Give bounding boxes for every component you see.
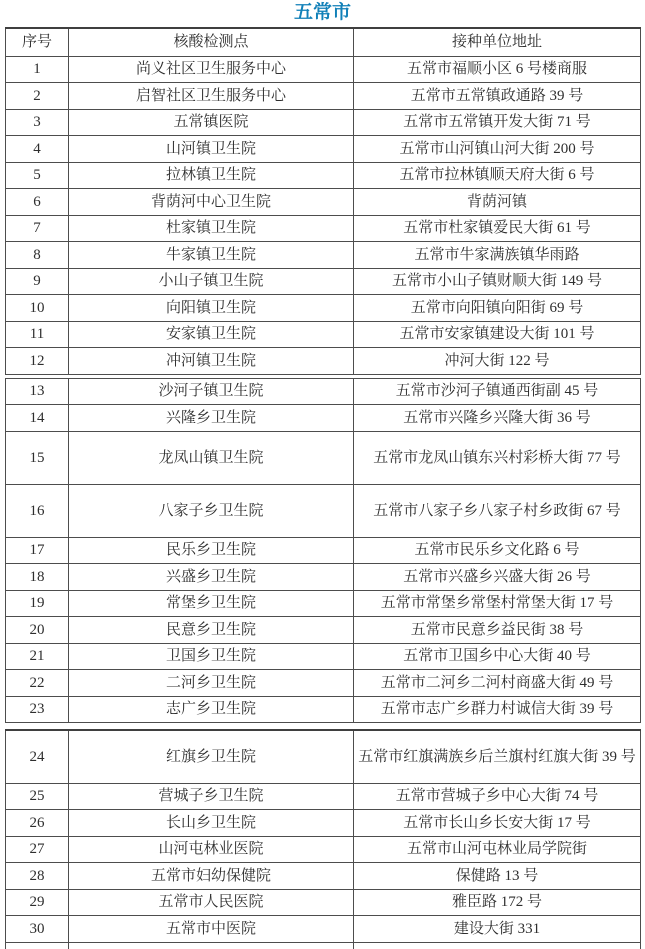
address-cell: 五常市向阳镇向阳街 69 号 [354, 295, 641, 322]
address-cell: 五常市营城子乡中心大街 74 号 [354, 783, 641, 810]
testing-point-cell: 沙河子镇卫生院 [69, 378, 354, 405]
testing-point-cell: 杜家镇卫生院 [69, 215, 354, 242]
address-cell: 五常市安家镇建设大街 101 号 [354, 321, 641, 348]
address-cell: 五常市五常镇开发大街 71 号 [354, 109, 641, 136]
testing-point-cell: 八家子乡卫生院 [69, 484, 354, 537]
row-number-cell: 5 [6, 162, 69, 189]
testing-sites-table-section-1 [5, 27, 641, 375]
testing-point-cell: 向阳镇卫生院 [69, 295, 354, 322]
testing-point-cell: 营城子乡卫生院 [69, 783, 354, 810]
header-col-address: 接种单位地址 [354, 28, 641, 56]
address-cell: 五常市常堡乡常堡村常堡大街 17 号 [354, 590, 641, 617]
row-number-cell: 29 [6, 889, 69, 916]
testing-point-cell: 冲河镇卫生院 [69, 348, 354, 375]
table-row [6, 215, 641, 242]
row-number-cell: 19 [6, 590, 69, 617]
table-row [6, 378, 641, 405]
testing-point-cell: 小山子镇卫生院 [69, 268, 354, 295]
row-number-cell: 9 [6, 268, 69, 295]
table-row [6, 405, 641, 432]
testing-point-cell: 拉林镇卫生院 [69, 162, 354, 189]
testing-point-cell: 兴隆乡卫生院 [69, 405, 354, 432]
row-number-cell: 27 [6, 836, 69, 863]
header-col-serial-number: 序号 [6, 28, 69, 56]
address-cell: 五常市山河屯林业局学院街 [354, 836, 641, 863]
testing-point-cell-empty [69, 942, 354, 949]
table-row [6, 162, 641, 189]
testing-point-cell: 五常市妇幼保健院 [69, 863, 354, 890]
address-cell: 五常市小山子镇财顺大街 149 号 [354, 268, 641, 295]
row-number-cell: 6 [6, 189, 69, 216]
row-number-cell: 28 [6, 863, 69, 890]
row-number-cell: 10 [6, 295, 69, 322]
address-cell: 五常市民乐乡文化路 6 号 [354, 537, 641, 564]
address-cell: 五常市龙凤山镇东兴村彩桥大街 77 号 [354, 431, 641, 484]
row-number-cell: 1 [6, 56, 69, 83]
testing-point-cell: 常堡乡卫生院 [69, 590, 354, 617]
address-cell: 五常市兴隆乡兴隆大街 36 号 [354, 405, 641, 432]
testing-point-cell: 背荫河中心卫生院 [69, 189, 354, 216]
row-number-cell: 24 [6, 730, 69, 783]
page-title: 五常市 [293, 2, 351, 23]
row-number-cell: 3 [6, 109, 69, 136]
table-row [6, 836, 641, 863]
address-cell: 五常市拉林镇顺天府大街 6 号 [354, 162, 641, 189]
row-number-cell: 2 [6, 83, 69, 110]
address-cell: 五常市二河乡二河村商盛大街 49 号 [354, 670, 641, 697]
address-cell: 五常市红旗满族乡后兰旗村红旗大街 39 号 [354, 730, 641, 783]
row-number-cell: 8 [6, 242, 69, 269]
table-body-section-2 [6, 378, 641, 723]
address-cell: 冲河大街 122 号 [354, 348, 641, 375]
row-number-cell-empty [6, 942, 69, 949]
testing-point-cell: 安家镇卫生院 [69, 321, 354, 348]
row-number-cell: 14 [6, 405, 69, 432]
row-number-cell: 4 [6, 136, 69, 163]
address-cell: 五常市福顺小区 6 号楼商服 [354, 56, 641, 83]
table-body-section-1 [6, 56, 641, 374]
row-number-cell: 12 [6, 348, 69, 375]
testing-point-cell: 牛家镇卫生院 [69, 242, 354, 269]
table-row [6, 189, 641, 216]
table-row [6, 431, 641, 484]
table-row [6, 484, 641, 537]
table-row [6, 730, 641, 783]
testing-point-cell: 兴盛乡卫生院 [69, 564, 354, 591]
table-row [6, 643, 641, 670]
address-cell: 五常市志广乡群力村诚信大街 39 号 [354, 696, 641, 723]
table-row [6, 109, 641, 136]
testing-point-cell: 志广乡卫生院 [69, 696, 354, 723]
table-row [6, 83, 641, 110]
testing-point-cell: 山河镇卫生院 [69, 136, 354, 163]
address-cell: 五常市八家子乡八家子村乡政街 67 号 [354, 484, 641, 537]
row-number-cell: 16 [6, 484, 69, 537]
address-cell: 五常市五常镇政通路 39 号 [354, 83, 641, 110]
address-cell: 五常市沙河子镇通西街副 45 号 [354, 378, 641, 405]
address-cell: 五常市山河镇山河大街 200 号 [354, 136, 641, 163]
table-row [6, 916, 641, 943]
testing-point-cell: 五常市人民医院 [69, 889, 354, 916]
table-row [6, 136, 641, 163]
address-cell-empty [354, 942, 641, 949]
address-cell: 五常市杜家镇爱民大街 61 号 [354, 215, 641, 242]
row-number-cell: 13 [6, 378, 69, 405]
table-row [6, 810, 641, 837]
address-cell: 五常市卫国乡中心大街 40 号 [354, 643, 641, 670]
address-cell: 五常市民意乡益民街 38 号 [354, 617, 641, 644]
table-header-row [6, 28, 641, 56]
testing-point-cell: 卫国乡卫生院 [69, 643, 354, 670]
testing-sites-table-section-2 [5, 378, 641, 724]
testing-point-cell: 启智社区卫生服务中心 [69, 83, 354, 110]
row-number-cell: 21 [6, 643, 69, 670]
testing-point-cell: 二河乡卫生院 [69, 670, 354, 697]
table-body-section-3 [6, 730, 641, 949]
testing-point-cell: 尚义社区卫生服务中心 [69, 56, 354, 83]
testing-point-cell: 民意乡卫生院 [69, 617, 354, 644]
table-row [6, 348, 641, 375]
table-header-row [6, 28, 641, 56]
row-number-cell: 18 [6, 564, 69, 591]
testing-point-cell: 五常市中医院 [69, 916, 354, 943]
table-row [6, 537, 641, 564]
row-number-cell: 26 [6, 810, 69, 837]
table-row [6, 696, 641, 723]
row-number-cell: 22 [6, 670, 69, 697]
testing-point-cell: 五常镇医院 [69, 109, 354, 136]
header-col-testing-point: 核酸检测点 [69, 28, 354, 56]
address-cell: 雅臣路 172 号 [354, 889, 641, 916]
address-cell: 建设大街 331 [354, 916, 641, 943]
address-cell: 背荫河镇 [354, 189, 641, 216]
testing-point-cell: 民乐乡卫生院 [69, 537, 354, 564]
row-number-cell: 20 [6, 617, 69, 644]
row-number-cell: 25 [6, 783, 69, 810]
row-number-cell: 23 [6, 696, 69, 723]
table-row [6, 889, 641, 916]
table-row [6, 783, 641, 810]
table-row [6, 590, 641, 617]
table-row [6, 268, 641, 295]
table-row [6, 321, 641, 348]
address-cell: 五常市兴盛乡兴盛大街 26 号 [354, 564, 641, 591]
table-row [6, 295, 641, 322]
testing-point-cell: 长山乡卫生院 [69, 810, 354, 837]
testing-point-cell: 红旗乡卫生院 [69, 730, 354, 783]
table-row [6, 56, 641, 83]
row-number-cell: 15 [6, 431, 69, 484]
row-number-cell: 11 [6, 321, 69, 348]
address-cell: 五常市牛家满族镇华雨路 [354, 242, 641, 269]
row-number-cell: 17 [6, 537, 69, 564]
row-number-cell: 7 [6, 215, 69, 242]
testing-point-cell: 山河屯林业医院 [69, 836, 354, 863]
table-row [6, 863, 641, 890]
address-cell: 保健路 13 号 [354, 863, 641, 890]
table-row [6, 617, 641, 644]
address-cell: 五常市长山乡长安大街 17 号 [354, 810, 641, 837]
table-row-partial [6, 942, 641, 949]
row-number-cell: 30 [6, 916, 69, 943]
table-row [6, 564, 641, 591]
table-row [6, 670, 641, 697]
testing-point-cell: 龙凤山镇卫生院 [69, 431, 354, 484]
testing-sites-table-section-3 [5, 729, 641, 949]
table-row [6, 242, 641, 269]
